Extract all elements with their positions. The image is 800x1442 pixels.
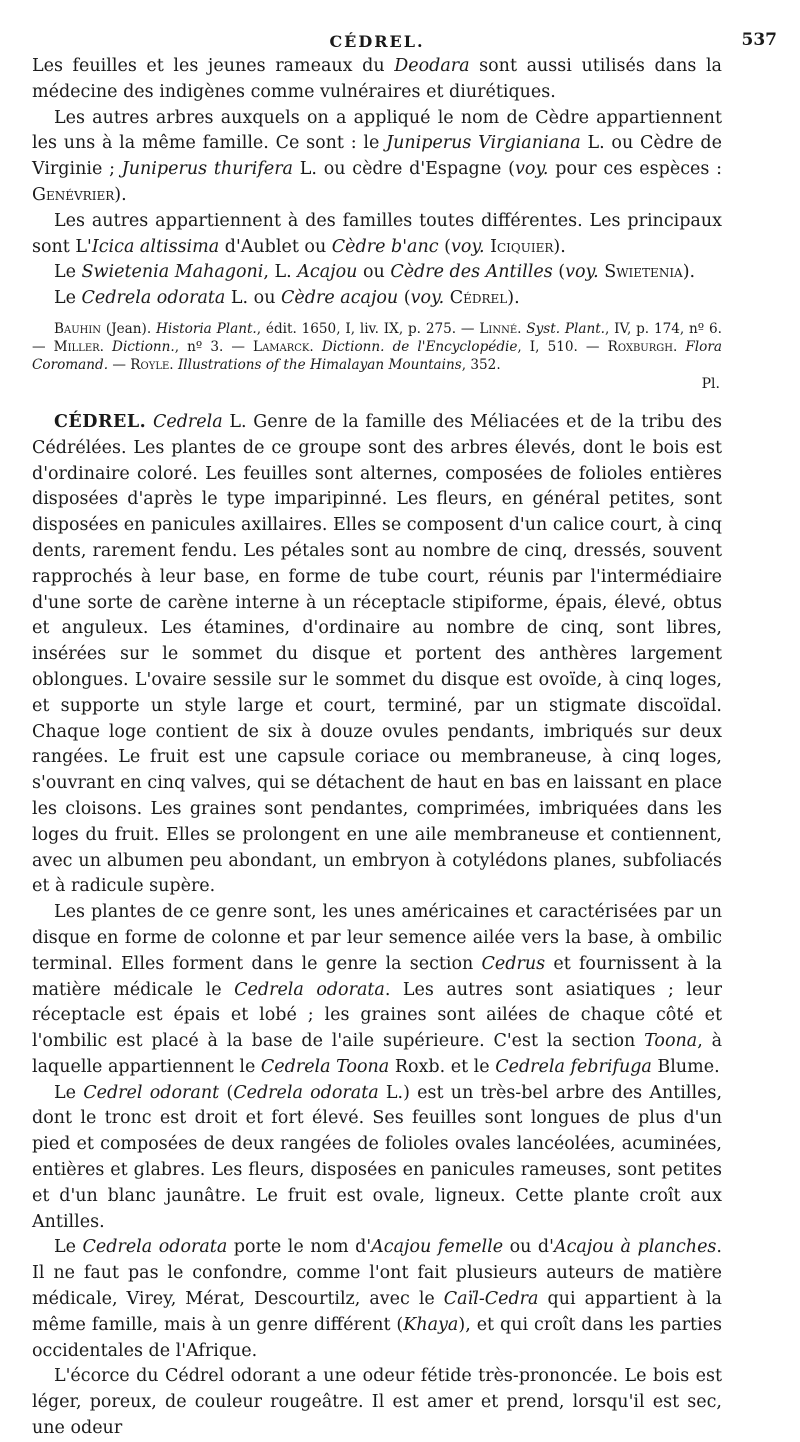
entry-cedrel-odorant: Le Cedrel odorant (Cedrela odorata L.) est un très-bel arbre des Antilles, dont le tronc est droit et fort élevé. Ses feuilles sont longues de plus d'un pied et composées de deux rangées de folioles ovales lancéolées, acuminées, entières et glabres. Les fleurs, disposées en panicules rameuses, sont petites et d'un blanc jaunâtre. Le fruit est ovale, ligneux. Cette plante croît aux Antilles. bbox=[32, 1082, 723, 1232]
running-head bbox=[32, 24, 777, 54]
entry-cedrel-description: CÉDREL. Cedrela L. Genre de la famille des Méliacées et de la tribu des Cédrélées. Les plantes de ce groupe sont des arbres élevés, dont le bois est d'ordinaire coloré. Les feuilles sont alternes, composées de folioles entières disposées d'après le type imparipinné. Les fleurs, en général petites, sont disposées en panicules axillaires. Elles se composent d'un calice court, à cinq dents, rarement fendu. Les pétales sont au nombre de cinq, dressés, souvent rapprochés à leur base, en forme de tube court, réunis par l'intermédiaire d'une sorte de carène interne à un réceptacle stipiforme, épais, élevé, obtus et anguleux. Les étamines, d'ordinaire au nombre de cinq, sont libres, insérées sur le sommet du disque et portent des anthères largement oblongues. L'ovaire sessile sur le sommet du disque est ovoïde, à cinq loges, et supporte un style large et court, terminé, par un stigmate discoïdal. Chaque loge contient de six à douze ovules pendants, imbriqués sur deux rangées. Le fruit est une capsule coriace ou membraneuse, à cinq loges, s'ouvrant en cinq valves, qui se détachent de haut en bas en laissant en place les cloisons. Les graines sont pendantes, comprimées, imbriquées dans les loges du fruit. Elles se prolongent en une aile membraneuse et contiennent, avec un albumen peu abondant, un embryon à cotylédons planes, subfoliacés et à radicule supère. bbox=[32, 411, 723, 897]
bibliography: Bauhin (Jean). Historia Plant., édit. 1650, I, liv. IX, p. 275. — Linné. Syst. Plant., IV, p. 174, nº 6. — Miller. Dictionn., nº 3. — Lamarck. Dictionn. de l'Encyclopédie, I, 510. — Roxburgh. Flora Coromand. — Royle. Illustrations of the Himalayan Mountains, 352. bbox=[32, 320, 722, 373]
paragraph-cedrela-odorata-ref: Le Cedrela odorata L. ou Cèdre acajou (voy. Cédrel). bbox=[54, 288, 520, 309]
running-title: CÉDREL. bbox=[329, 32, 425, 51]
entry-headword: CÉDREL. bbox=[54, 411, 147, 432]
author-signature: Pl. bbox=[701, 375, 720, 392]
section-spacer bbox=[32, 392, 722, 410]
entry-cedrel-names: Le Cedrela odorata porte le nom d'Acajou femelle ou d'Acajou à planches. Il ne faut pas le confondre, comme l'ont fait plusieurs auteurs de matière médicale, Virey, Mérat, Descourtilz, avec le Caïl-Cedra qui appartient à la même famille, mais à un genre différent (Khaya), et qui croît dans les parties occidentales de l'Afrique. bbox=[32, 1237, 722, 1361]
paragraph-deodara: Les feuilles et les jeunes rameaux du Deodara sont aussi utilisés dans la médecine des indigènes comme vulnéraires et diurétiques. bbox=[32, 56, 722, 102]
paragraph-different-families: Les autres appartiennent à des familles toutes différentes. Les principaux sont L'Icica altissima d'Aublet ou Cèdre b'anc (voy. Iciquier). bbox=[32, 210, 722, 257]
page-number: 537 bbox=[741, 30, 777, 50]
entry-cedrel-sections: Les plantes de ce genre sont, les unes américaines et caractérisées par un disque en forme de colonne et par leur semence ailée vers la base, à ombilic terminal. Elles forment dans le genre la section Cedrus et fournissent à la matière médicale le Cedrela odorata. Les autres sont asiatiques ; leur réceptacle est épais et lobé ; les graines sont ailées de chaque côté et l'ombilic est placé à la base de l'aile supérieure. C'est la section Toona, à laquelle appartiennent le Cedrela Toona Roxb. et le Cedrela febrifuga Blume. bbox=[32, 902, 722, 1077]
paragraph-other-cedars: Les autres arbres auxquels on a appliqué le nom de Cèdre appartiennent les uns à la même famille. Ce sont : le Juniperus Virgianiana L. ou Cèdre de Virginie ; Juniperus thurifera L. ou cèdre d'Espagne (voy. pour ces espèces : Genévrier). bbox=[32, 107, 722, 205]
paragraph-swietenia: Le Swietenia Mahagoni, L. Acajou ou Cèdre des Antilles (voy. Swietenia). bbox=[54, 262, 696, 283]
entry-cedrel-bark: L'écorce du Cédrel odorant a une odeur fétide très-prononcée. Le bois est léger, poreux, de couleur rougeâtre. Il est amer et prend, lorsqu'il est sec, une odeur bbox=[32, 1366, 722, 1439]
